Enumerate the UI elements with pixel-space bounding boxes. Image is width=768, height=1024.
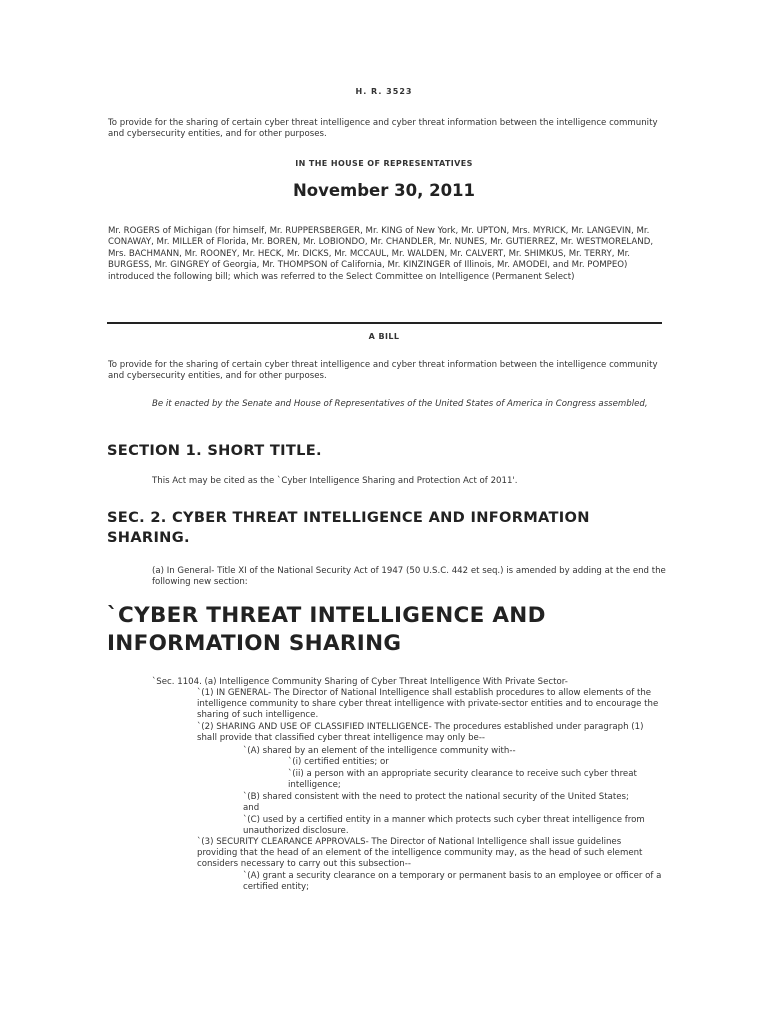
- sponsors-paragraph: Mr. ROGERS of Michigan (for himself, Mr. RUPPERSBERGER, Mr. KING of New York, Mr. UPTON, Mrs. MYRICK, Mr. LANGEVIN, Mr. CONAWAY, Mr. MILLER of Florida, Mr. BOREN, Mr. LOBIONDO, Mr. CHANDLER, Mr. NUNES, Mr. GUTIERREZ, Mr. WESTMORELAND, Mrs. BACHMANN, Mr. ROONEY, Mr. HECK, Mr. DICKS, Mr. MCCAUL, Mr. WALDEN, Mr. CALVERT, Mr. SHIMKUS, Mr. TERRY, Mr. BURGESS, Mr. GINGREY of Georgia, Mr. THOMPSON of California, Mr. KINZINGER of Illinois, Mr. AMODEI, and Mr. POMPEO) introduced the following bill; which was referred to the Select Committee on Intelligence (Permanent Select): [108, 226, 654, 282]
- clause-2a-ii: `(ii) a person with an appropriate security clearance to receive such cyber threat intelligence;: [288, 769, 637, 791]
- paragraph-3: `(3) SECURITY CLEARANCE APPROVALS- The Director of National Intelligence shall issue guidelines providing that the head of an element of the intelligence community may, as the head of such element considers necessary to carry out this subsection--: [197, 837, 643, 870]
- bill-purpose: To provide for the sharing of certain cyber threat intelligence and cyber threat information between the intelligence community and cybersecurity entities, and for other purposes.: [108, 360, 658, 382]
- section2-intro: (a) In General- Title XI of the National Security Act of 1947 (50 U.S.C. 442 et seq.) is amended by adding at the end the following new section:: [152, 566, 666, 588]
- new-section-heading: `CYBER THREAT INTELLIGENCE AND INFORMATION SHARING: [107, 603, 546, 656]
- divider-rule: [107, 322, 662, 324]
- purpose-statement: To provide for the sharing of certain cyber threat intelligence and cyber threat information between the intelligence community and cybersecurity entities, and for other purposes.: [108, 118, 658, 140]
- a-bill-heading: A BILL: [368, 332, 400, 341]
- subparagraph-3a: `(A) grant a security clearance on a temporary or permanent basis to an employee or officer of a certified entity;: [243, 871, 662, 893]
- section1-text: This Act may be cited as the `Cyber Intelligence Sharing and Protection Act of 2011'.: [152, 476, 518, 486]
- paragraph-1: `(1) IN GENERAL- The Director of National Intelligence shall establish procedures to allow elements of the intelligence community to share cyber threat intelligence with private-sector entities and to encourage the sharing of such intelligence.: [197, 688, 659, 721]
- enacting-clause: Be it enacted by the Senate and House of Representatives of the United States of America in Congress assembled,: [152, 399, 648, 409]
- house-heading: IN THE HOUSE OF REPRESENTATIVES: [295, 159, 473, 168]
- clause-2a-i: `(i) certified entities; or: [288, 757, 389, 767]
- subparagraph-2b: `(B) shared consistent with the need to protect the national security of the United States; and: [243, 792, 629, 814]
- bill-date: November 30, 2011: [292, 181, 476, 200]
- section1-heading: SECTION 1. SHORT TITLE.: [107, 442, 322, 459]
- bill-number: H. R. 3523: [355, 87, 413, 96]
- subparagraph-2a: `(A) shared by an element of the intelligence community with--: [243, 746, 516, 756]
- subparagraph-2c: `(C) used by a certified entity in a manner which protects such cyber threat intelligence from unauthorized disclosure.: [243, 815, 645, 837]
- paragraph-2: `(2) SHARING AND USE OF CLASSIFIED INTELLIGENCE- The procedures established under paragraph (1) shall provide that classified cyber threat intelligence may only be--: [197, 722, 644, 744]
- section2-heading: SEC. 2. CYBER THREAT INTELLIGENCE AND INFORMATION SHARING.: [107, 509, 590, 546]
- subsection-a: `Sec. 1104. (a) Intelligence Community Sharing of Cyber Threat Intelligence With Private Sector-: [152, 677, 568, 687]
